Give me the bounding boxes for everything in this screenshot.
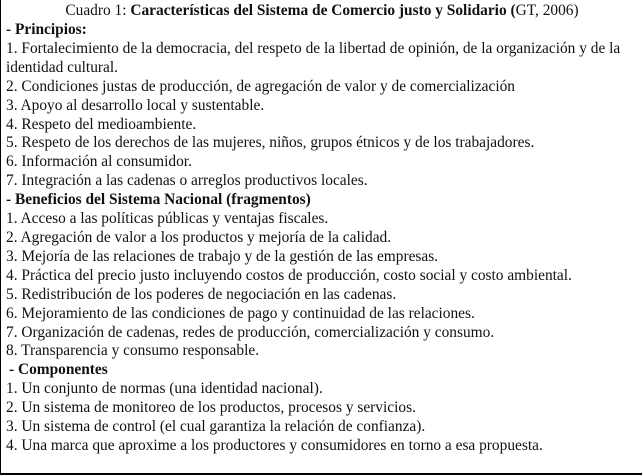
list-item: 3. Apoyo al desarrollo local y sustentable. [6,96,265,114]
section-beneficios [6,191,636,361]
list-item: 5. Respeto de los derechos de las mujeres, niños, grupos étnicos y de los trabajadores. [6,134,535,152]
list-item: 7. Integración a las cadenas o arreglos productivos locales. [6,172,368,190]
section-heading: - Principios: [6,21,87,38]
list-item: 1. Acceso a las políticas públicas y ventajas fiscales. [6,210,329,228]
list-item: 8. Transparencia y consumo responsable. [6,342,260,360]
list-item: 4. Práctica del precio justo incluyendo costos de producción, costo social y costo ambiental. [6,266,572,284]
list-item: 1. Un conjunto de normas (una identidad nacional). [6,380,323,398]
section-componentes [6,361,636,456]
list-item: 3. Un sistema de control (el cual garantiza la relación de confianza). [6,418,426,436]
list-item: 6. Información al consumidor. [6,153,192,171]
table-content [6,21,636,456]
list-item: 7. Organización de cadenas, redes de producción, comercialización y consumo. [6,323,495,341]
list-item: 1. Fortalecimiento de la democracia, del respeto de la libertad de opinión, de la organización y de la identidad cultural. [6,39,621,76]
table-title [1,2,642,21]
list-item: 4. Respeto del medioambiente. [6,115,197,133]
list-item: 2. Condiciones justas de producción, de agregación de valor y de comercialización [6,77,515,95]
list-item: 4. Una marca que aproxime a los productores y consumidores en torno a esa propuesta. [6,436,543,454]
list-item: 2. Agregación de valor a los productos y mejoría de la calidad. [6,228,392,246]
list-item: 6. Mejoramiento de las condiciones de pago y continuidad de las relaciones. [6,304,475,322]
list-item: 5. Redistribución de los poderes de negociación en las cadenas. [6,285,397,303]
section-heading: - Componentes [9,361,108,379]
title-prefix: Cuadro 1: [65,2,131,19]
list-item: 2. Un sistema de monitoreo de los productos, procesos y servicios. [6,399,416,417]
section-heading: - Beneficios del Sistema Nacional (fragmentos) [6,191,311,209]
list-item: 3. Mejoría de las relaciones de trabajo y de la gestión de las empresas. [6,247,439,265]
title-suffix: GT, 2006) [515,2,579,19]
section-principios [6,21,636,191]
title-bold: Características del Sistema de Comercio justo y Solidario ( [130,2,516,19]
